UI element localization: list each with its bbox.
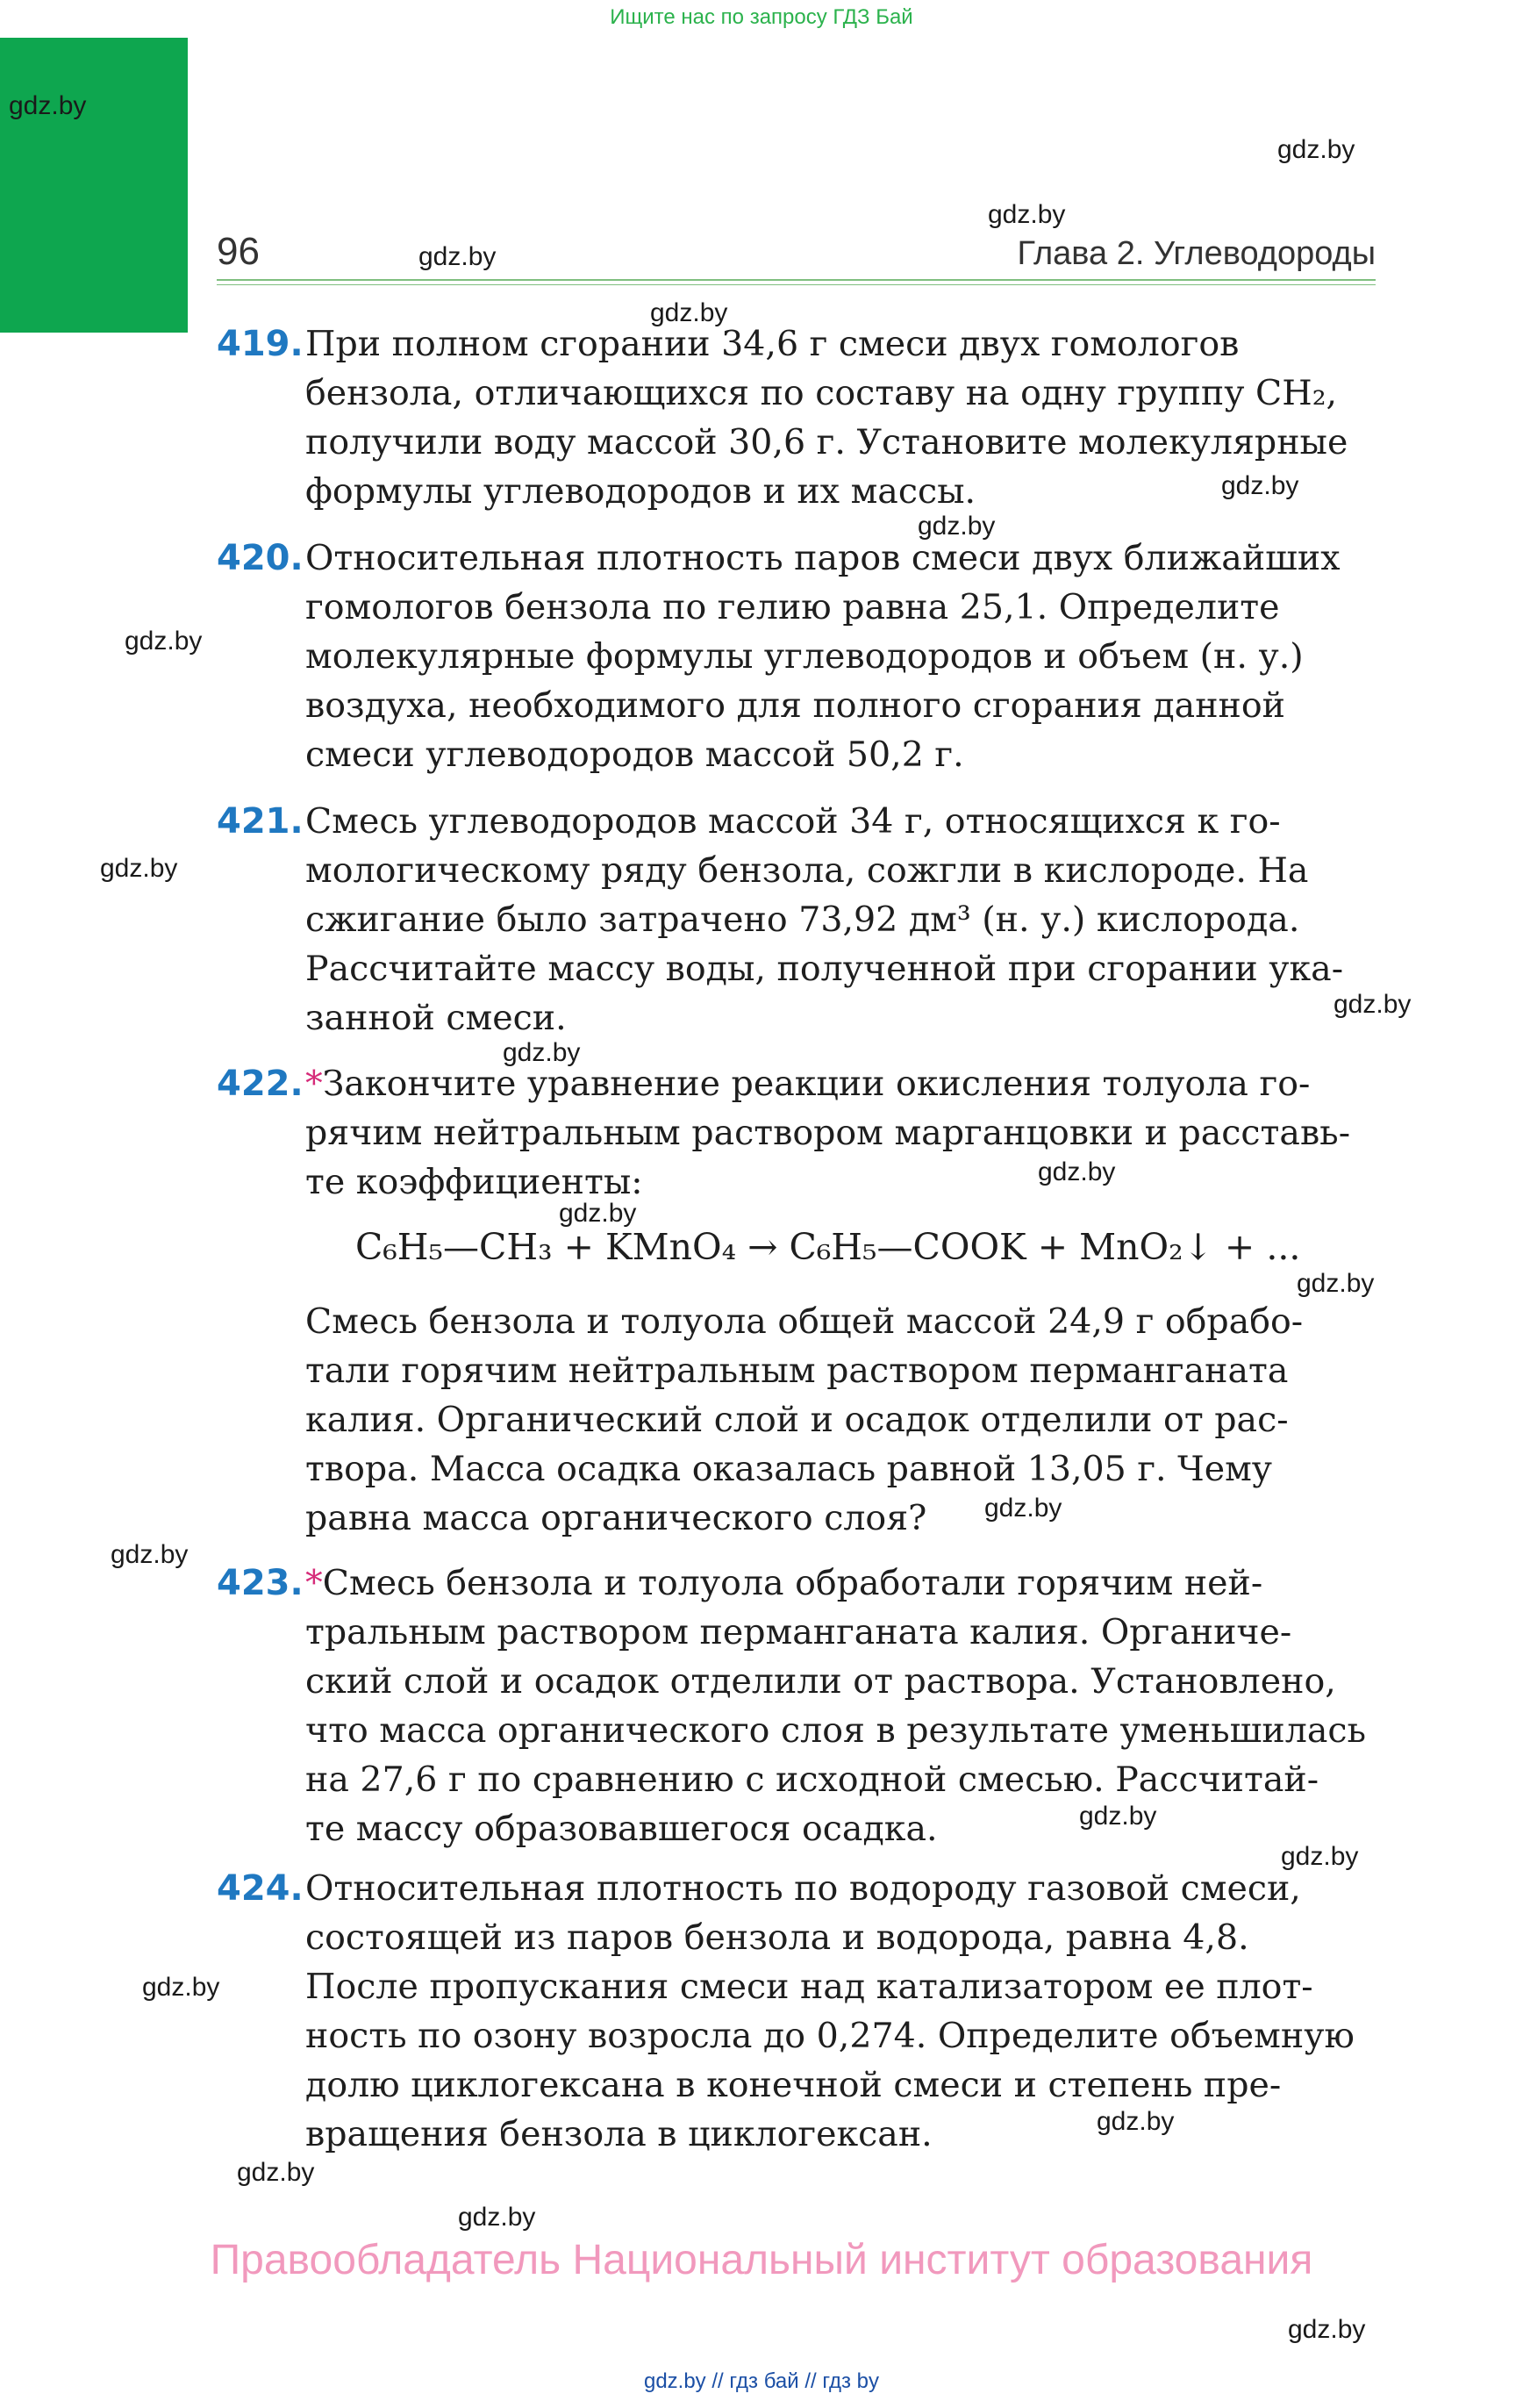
- problem-text: [305, 1559, 1376, 1853]
- text-line: гомологов бензола по гелию равна 25,1. Определите: [305, 587, 1280, 627]
- problem-419: [217, 319, 1376, 516]
- green-corner-tab: [0, 38, 188, 333]
- text-line: смеси углеводородов массой 50,2 г.: [305, 735, 964, 775]
- text-line: При полном сгорании 34,6 г смеси двух гомологов: [305, 324, 1240, 364]
- text-line: состоящей из паров бензола и водорода, равна 4,8.: [305, 1917, 1249, 1958]
- problem-424: [217, 1864, 1376, 2159]
- text-line: получили воду массой 30,6 г. Установите молекулярные: [305, 422, 1348, 462]
- top-banner[interactable]: Ищите нас по запросу ГДЗ Бай: [610, 5, 913, 29]
- text-line: Относительная плотность паров смеси двух ближайших: [305, 538, 1341, 578]
- watermark: gdz.by: [1038, 1157, 1116, 1186]
- problem-422: [217, 1059, 1376, 1207]
- problem-number: 423.: [217, 1563, 304, 1603]
- text-line: вращения бензола в циклогексан.: [305, 2114, 933, 2154]
- problem-text: [305, 1297, 1376, 1543]
- problem-423: [217, 1559, 1376, 1853]
- problem-number: 421.: [217, 801, 304, 842]
- text-line: те коэффициенты:: [305, 1162, 643, 1202]
- problem-421: [217, 797, 1376, 1043]
- problem-number: 422.: [217, 1064, 304, 1104]
- watermark: gdz.by: [1281, 1842, 1359, 1871]
- text-line: [305, 1059, 1376, 1108]
- problem-420: [217, 534, 1376, 779]
- watermark: gdz.by: [418, 242, 497, 271]
- watermark: gdz.by: [1221, 471, 1299, 500]
- watermark: gdz.by: [559, 1199, 637, 1228]
- problem-number: 420.: [217, 538, 304, 578]
- copyright-notice: Правообладатель Национальный институт образования: [210, 2237, 1313, 2283]
- asterisk-mark: *: [305, 1563, 323, 1603]
- watermark: gdz.by: [1288, 2315, 1366, 2344]
- watermark: gdz.by: [503, 1038, 581, 1067]
- problem-text: [305, 1864, 1376, 2159]
- text-line-content: Смесь бензола и толуола обработали горячим ней-: [322, 1563, 1263, 1603]
- text-line: рячим нейтральным раствором марганцовки и расставь-: [305, 1113, 1351, 1153]
- watermark: gdz.by: [142, 1973, 220, 2002]
- text-line-content: Закончите уравнение реакции окисления толуола го-: [322, 1064, 1311, 1104]
- footer-links[interactable]: gdz.by // гдз бай // гдз by: [643, 2369, 880, 2393]
- text-line: Относительная плотность по водороду газовой смеси,: [305, 1868, 1301, 1909]
- watermark: gdz.by: [100, 854, 178, 883]
- problem-422-continuation: [217, 1297, 1376, 1543]
- text-line: Смесь углеводородов массой 34 г, относящихся к го-: [305, 801, 1281, 842]
- asterisk-mark: *: [305, 1064, 323, 1104]
- text-line: что масса органического слоя в результате уменьшилась: [305, 1710, 1366, 1751]
- problem-number: 424.: [217, 1868, 304, 1909]
- text-line: Рассчитайте массу воды, полученной при сгорании ука-: [305, 949, 1344, 989]
- text-line: ский слой и осадок отделили от раствора. Установлено,: [305, 1661, 1336, 1702]
- chapter-title: Глава 2. Углеводороды: [1017, 235, 1376, 272]
- header-rule: [217, 279, 1376, 281]
- text-line: сжигание было затрачено 73,92 дм³ (н. у.) кислорода.: [305, 899, 1300, 940]
- text-line: мологическому ряду бензола, сожгли в кислороде. На: [305, 850, 1309, 891]
- text-line: воздуха, необходимого для полного сгорания данной: [305, 685, 1285, 726]
- watermark: gdz.by: [125, 627, 203, 656]
- text-line: занной смеси.: [305, 998, 567, 1038]
- watermark: gdz.by: [111, 1540, 189, 1569]
- watermark: gdz.by: [458, 2203, 536, 2232]
- watermark: gdz.by: [984, 1494, 1062, 1523]
- page-number: 96: [217, 230, 260, 273]
- problem-text: [305, 797, 1376, 1043]
- watermark: gdz.by: [1079, 1802, 1157, 1831]
- text-line: бензола, отличающихся по составу на одну группу CH₂,: [305, 373, 1338, 413]
- problem-text: [305, 534, 1376, 779]
- text-line: молекулярные формулы углеводородов и объем (н. у.): [305, 636, 1304, 677]
- text-line: на 27,6 г по сравнению с исходной смесью. Рассчитай-: [305, 1759, 1319, 1800]
- watermark: gdz.by: [237, 2158, 315, 2187]
- text-line: ность по озону возросла до 0,274. Определите объемную: [305, 2016, 1355, 2056]
- text-line: тали горячим нейтральным раствором перманганата: [305, 1351, 1289, 1391]
- problem-number: 419.: [217, 324, 304, 364]
- text-line: [305, 1559, 1376, 1608]
- watermark: gdz.by: [988, 200, 1066, 229]
- reaction-equation: C₆H₅—CH₃ + KMnO₄ → C₆H₅—COOK + MnO₂↓ + ...: [355, 1226, 1301, 1268]
- watermark: gdz.by: [1334, 990, 1412, 1019]
- text-line: твора. Масса осадка оказалась равной 13,05 г. Чему: [305, 1449, 1273, 1489]
- problem-text: [305, 1059, 1376, 1207]
- problem-text: [305, 319, 1376, 516]
- watermark: gdz.by: [650, 298, 728, 327]
- text-line: равна масса органического слоя?: [305, 1498, 927, 1538]
- header-rule: [217, 284, 1376, 285]
- watermark: gdz.by: [9, 91, 87, 120]
- text-line: калия. Органический слой и осадок отделили от рас-: [305, 1400, 1289, 1440]
- text-line: долю циклогексана в конечной смеси и степень пре-: [305, 2065, 1282, 2105]
- watermark: gdz.by: [918, 512, 996, 541]
- text-line: те массу образовавшегося осадка.: [305, 1809, 938, 1849]
- text-line: формулы углеводородов и их массы.: [305, 471, 976, 512]
- text-line: После пропускания смеси над катализатором ее плот-: [305, 1967, 1313, 2007]
- watermark: gdz.by: [1277, 135, 1355, 164]
- watermark: gdz.by: [1097, 2107, 1175, 2136]
- text-line: Смесь бензола и толуола общей массой 24,9 г обрабо-: [305, 1301, 1304, 1342]
- text-line: тральным раствором перманганата калия. Органиче-: [305, 1612, 1292, 1652]
- watermark: gdz.by: [1297, 1269, 1375, 1298]
